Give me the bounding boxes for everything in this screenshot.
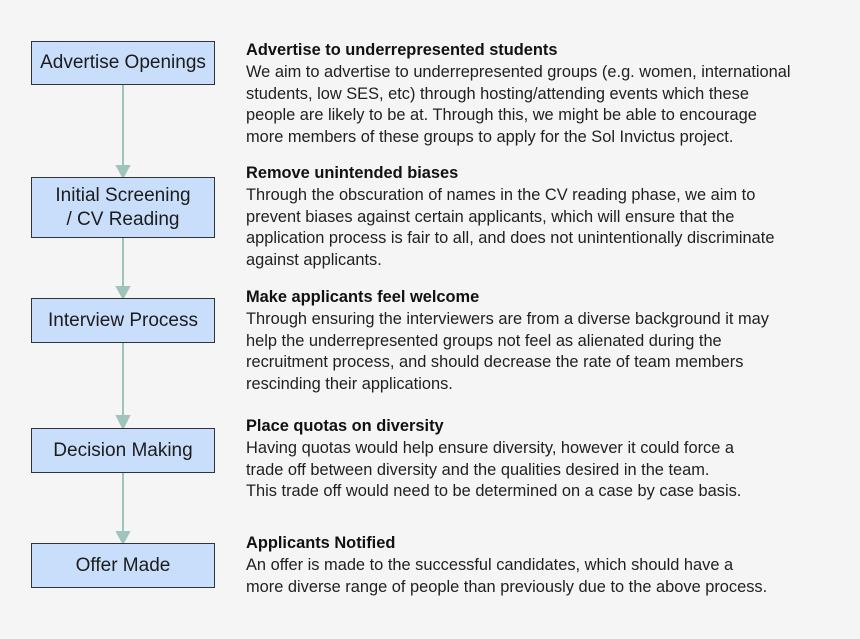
description-heading: Advertise to underrepresented students <box>246 41 558 59</box>
arrow-1-head <box>117 166 129 177</box>
step-box-advertise-openings <box>31 41 215 85</box>
step-description-offer <box>246 533 846 598</box>
step-box-decision-making <box>31 428 215 473</box>
step-box-offer-made <box>31 543 215 588</box>
step-box-interview-process <box>31 298 215 343</box>
description-heading: Place quotas on diversity <box>246 417 444 435</box>
description-body: Having quotas would help ensure diversity, however it could force a trade off between diversity and the qualities desired in the team. This trade off would need to be determined on a case by case basis. <box>246 438 742 501</box>
description-body: An offer is made to the successful candidates, which should have a more diverse range of people than previously due to the above process. <box>246 555 768 596</box>
arrow-4-head <box>117 532 129 543</box>
step-description-advertise <box>246 40 846 149</box>
step-label: Decision Making <box>53 439 193 461</box>
step-label: Offer Made <box>75 554 171 576</box>
description-heading: Applicants Notified <box>246 534 396 552</box>
description-heading: Make applicants feel welcome <box>246 288 480 306</box>
arrow-2-head <box>117 287 129 298</box>
description-body: Through ensuring the interviewers are from a diverse background it may help the underrepresented groups not feel as alienated during the recruitment process, and should decrease the rate of team members rescinding their applications. <box>246 309 769 394</box>
step-label: Interview Process <box>48 309 198 331</box>
step-description-interview <box>246 287 846 396</box>
description-body: Through the obscuration of names in the CV reading phase, we aim to prevent biases against certain applicants, which will ensure that the application process is fair to all, and does not unintentionally discriminate against applicants. <box>246 185 775 270</box>
step-description-screening <box>246 163 846 272</box>
description-heading: Remove unintended biases <box>246 164 459 182</box>
step-box-initial-screening <box>31 177 215 238</box>
step-label: Advertise Openings <box>40 52 206 73</box>
step-description-decision <box>246 416 846 503</box>
step-label: Initial Screening / CV Reading <box>55 184 191 230</box>
description-body: We aim to advertise to underrepresented groups (e.g. women, international students, low SES, etc) through hosting/attending events which these people are likely to be at. Through this, we might be able to encourage more members of these groups to apply for the Sol Invictus project. <box>246 62 791 147</box>
arrow-3-head <box>117 416 129 428</box>
